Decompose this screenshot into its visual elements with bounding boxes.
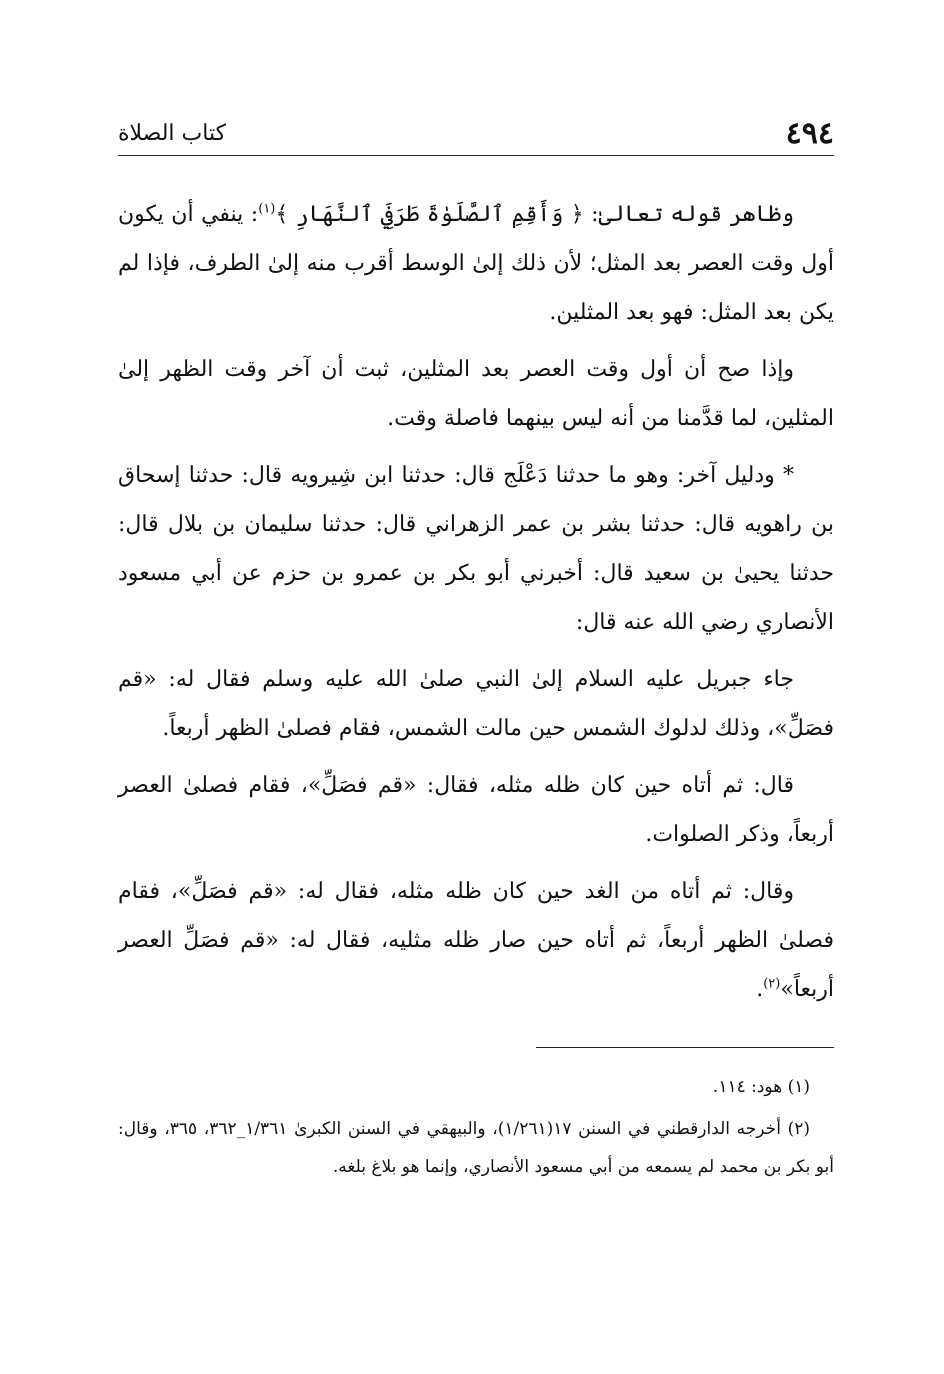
body-text <box>118 190 834 1014</box>
paragraph-text: وظاهر قوله تعالىٰ: ﴿ وَأَقِمِ ٱلصَّلَوٰةَ طَرَفَيِ ٱلنَّهَارِ ﴾ <box>275 202 795 227</box>
footnotes <box>118 1068 834 1190</box>
paragraph-isnad: * ودليل آخر: وهو ما حدثنا دَعْلَج قال: حدثنا ابن شِيرويه قال: حدثنا إسحاق بن راهويه قال: حدثنا بشر بن عمر الزهراني قال: حدثنا سليمان بن بلال قال: حدثنا يحيىٰ بن سعيد قال: أخبرني أبو بكر بن عمرو بن حزم عن أبي مسعود الأنصاري رضي الله عنه قال: <box>118 463 834 635</box>
paragraph-text: وقال: ثم أتاه من الغد حين كان ظله مثله، فقال له: «قم فصَلِّ»، فقام فصلىٰ الظهر أربعاً، ثم أتاه حين صار ظله مثليه، فقال له: «قم فصَلِّ العصر أربعاً» <box>118 879 834 1002</box>
paragraph-quran-verse <box>118 190 834 337</box>
paragraph-asr-time: وإذا صح أن أول وقت العصر بعد المثلين، ثبت أن آخر وقت الظهر إلىٰ المثلين، لما قدَّمنا من أنه ليس بينهما فاصلة وقت. <box>118 357 834 431</box>
paragraph-hadith-dhuhr: جاء جبريل عليه السلام إلىٰ النبي صلىٰ الله عليه وسلم فقال له: «قم فصَلِّ»، وذلك لدلوك الشمس حين مالت الشمس، فقام فصلىٰ الظهر أربعاً. <box>118 667 834 741</box>
paragraph-text: . <box>756 977 764 1002</box>
page-number: ٤٩٤ <box>785 116 834 151</box>
footnote-ref-2: (٢) <box>763 976 781 992</box>
footnote-ref-1: (١) <box>258 201 276 217</box>
page-header <box>118 114 834 154</box>
paragraph-hadith-next-day <box>118 867 834 1014</box>
paragraph-hadith-asr: قال: ثم أتاه حين كان ظله مثله، فقال: «قم فصَلِّ»، فقام فصلىٰ العصر أربعاً، وذكر الصلوات. <box>118 773 834 847</box>
running-title: كتاب الصلاة <box>118 121 227 146</box>
footnote-2: (٢) أخرجه الدارقطني في السنن ١٧(١/٢٦١)، والبيهقي في السنن الكبرىٰ ١/٣٦١_٣٦٢، ٣٦٥، وقال: أبو بكر بن محمد لم يسمعه من أبي مسعود الأنصاري، وإنما هو بلاغ بلغه. <box>118 1119 834 1177</box>
header-rule <box>118 155 834 156</box>
paragraph-text: : ينفي أن يكون أول وقت العصر بعد المثل؛ لأن ذلك إلىٰ الوسط أقرب منه إلىٰ الطرف، فإذا لم يكن بعد المثل: فهو بعد المثلين. <box>118 202 834 325</box>
footnote-rule <box>536 1047 834 1048</box>
footnote-1: (١) هود: ١١٤. <box>712 1077 810 1097</box>
